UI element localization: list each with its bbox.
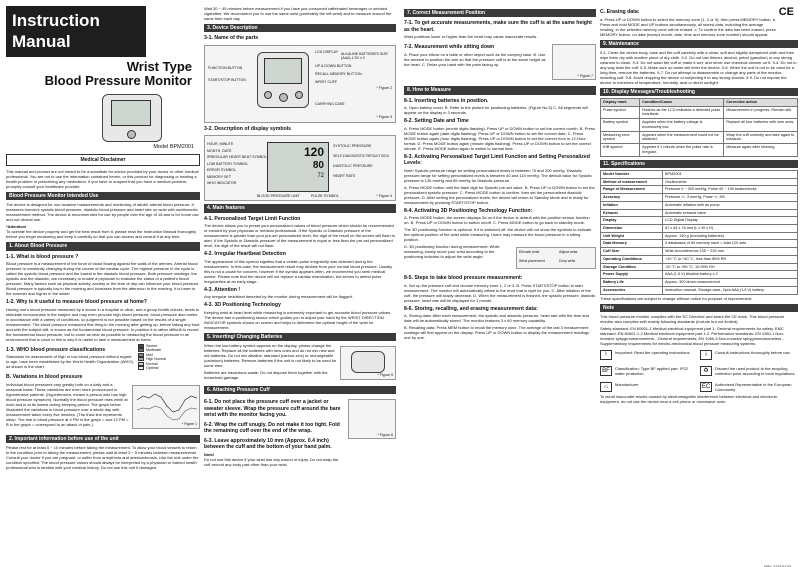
spec-key: Exhaust bbox=[601, 209, 663, 217]
spec-row bbox=[601, 217, 798, 225]
troubleshooting-header-cell: Display mark bbox=[601, 99, 640, 107]
lcd-systolic-value: 120 bbox=[303, 145, 324, 160]
section-1-1-text: Blood pressure is a measurement of the force of blood flowing against the walls of the arteries. Arterial blood pressure is constantly changing during the course of the cardiac cycle. The highest pressure in the cycle is called the systolic blood pressure and the lowest is the diastolic blood pressure. Both pressure readings, the systolic and the diastolic, are necessary to enable a physician to evaluate the status of a patient's blood pressure. Many factors such as physical activity, anxiety or the time of day can influence your blood pressure. Blood pressure is typically low in the morning and increases from the afternoon to the evening. It is lower in the summer and higher in the winter. bbox=[6, 261, 200, 297]
who-legend-swatch bbox=[138, 366, 144, 370]
symbol-item-icon: ♻ bbox=[700, 366, 712, 376]
section-4-4-text: Keeping wrist at heart level while measuring is extremely important to get accurate blood pressure values. The device has a positioning sensor which guides you to adjust your hand by the WRIST DIRECTION INDICATOR symbols shown on screen and helps to determine the optimal height of the wrist for measurement. bbox=[204, 309, 392, 330]
spec-row bbox=[601, 240, 798, 248]
section-5-heading: 5. Inserting/ Changing Batteries bbox=[204, 333, 396, 341]
section-5-text: When the low battery symbol appears on the display, please change the batteries. Replace all the batteries with new ones and do not mix new and old batteries. Do not mix alkaline, standard (carbon-zinc) or rechargeable (cadmium) batteries. Remove batteries if the unit is not likely to be used for some time. bbox=[204, 342, 337, 368]
symbol-label-bottom: BLOOD PRESSURE UNIT bbox=[257, 194, 300, 199]
positioning-section bbox=[404, 244, 596, 272]
spec-key: Method of measurement bbox=[601, 178, 663, 186]
model-number: Model BPM2001 bbox=[153, 144, 194, 151]
figure-6-label: * Figure 6 bbox=[377, 432, 393, 437]
spec-value: Pressure +/- 3 mmHg, Pulse +/- 5% bbox=[663, 194, 798, 202]
symbol-label-left: LOW BATTERY SYMBOL bbox=[207, 161, 249, 166]
cuff-figure bbox=[348, 399, 396, 439]
who-legend-item bbox=[138, 366, 200, 370]
section-8-1-text: A. Open battery cover. B. Refer to the picture for positioning batteries. (Figure No.5) C. All segments will appear on the display in 3 seconds. bbox=[404, 105, 588, 115]
symbol-label-right: SYSTOLIC PRESSURE bbox=[333, 144, 372, 149]
spec-key: Model Number bbox=[601, 170, 663, 178]
spec-row bbox=[601, 194, 798, 202]
cuff-note-label: Note! bbox=[204, 451, 215, 457]
who-legend-swatch bbox=[138, 344, 144, 348]
memory-button-illustration bbox=[295, 91, 303, 99]
who-legend-swatch bbox=[138, 362, 144, 366]
figure-3-label: * Figure 3 bbox=[376, 115, 392, 120]
symbol-item-text: Authorized Representative in the European Community bbox=[715, 381, 792, 392]
caffeine-note: Wait 30 ~ 45 minutes before measurement if you have just consumed caffeinated beverages or smoked cigarettes. We recommend you to use the same wrist (preferably the left wrist) and to measure around the same time each day. bbox=[204, 6, 392, 21]
troubleshooting-cell: IHB symbol bbox=[601, 144, 640, 156]
part-label: CARRYING CASE bbox=[315, 101, 345, 106]
note-text: This blood pressure monitor complies with the EC Directive and bears the CE mark. This blood pressure monitor also complies with mainly following standards (include but not limited). bbox=[600, 313, 785, 324]
column-4 bbox=[600, 6, 798, 567]
section-2-text: Please rest for at least 5 ~ 10 minutes before taking the measurement. To allow your blood vessels to return to the condition prior to taking the measurement, please wait at least 3 ~ 5 minutes between measurements. Consult your doctor if you are pregnant, or suffer from arrhythmia and arteriosclerosis. Use the unit under the condition specified. The blood pressure values should always be interpreted by a physician or trained health professional who is familiar with your medical history. Do not use this unit if damaged. bbox=[6, 444, 199, 470]
spec-row bbox=[601, 279, 798, 287]
section-8-3-heading: 8-3. Activating Personalized Target Limit Function and Setting Personalized Levels: bbox=[404, 153, 590, 166]
section-11-heading: 11. Specifications bbox=[600, 160, 798, 168]
intended-use-text: The device is designed for non-invasive measurements and monitoring of adults' arterial blood pressure. It measures human's systolic blood pressure, diastolic blood pressure and heart rate on wrist with oscillometric measurement method. The device is recommended for use by people over the age of 18 and is for home use and not clinical use. bbox=[6, 202, 199, 223]
section-4-3-heading: 4-3. Attention ! bbox=[204, 286, 241, 293]
section-8-6-heading: 8-6. Storing, recalling, and erasing measurement data: bbox=[404, 305, 538, 312]
symbol-item-icon: BF bbox=[600, 366, 612, 376]
section-7-2-text: A. Place your elbow on a table or other object such as the carrying case. B. Use the armrest to position the arm so that the pressure cuff is at the same height as the heart. C. Relax your hand with the palm facing up. bbox=[404, 51, 546, 67]
erasing-data-heading: C. Erasing data: bbox=[600, 9, 640, 15]
section-1-1-heading: 1-1. What is blood pressure ? bbox=[6, 253, 79, 260]
symbol-label-right: HEART RATE bbox=[333, 174, 356, 179]
symbol-item bbox=[700, 366, 798, 376]
troubleshooting-header-row bbox=[601, 99, 798, 107]
spec-key: Operating Conditions bbox=[601, 255, 663, 263]
symbol-label-right: SELF-DIAGNOSTIC RESULT BOX bbox=[333, 154, 389, 159]
positioning-label: Elevate wrist bbox=[519, 250, 540, 254]
who-legend-label: High Normal bbox=[146, 357, 166, 362]
spec-key: Unit Weight bbox=[601, 232, 663, 240]
section-4-2-heading: 4-2. Irregular Heartbeat Detection bbox=[204, 251, 286, 257]
sitting-figure bbox=[552, 44, 596, 80]
symbol-list bbox=[600, 348, 798, 394]
spec-value: Oscillometric bbox=[663, 178, 798, 186]
spec-row bbox=[601, 209, 798, 217]
specifications-table bbox=[600, 170, 798, 295]
spec-row bbox=[601, 186, 798, 194]
symbol-label-left: ERROR SYMBOL bbox=[207, 168, 236, 173]
section-6-heading: 6. Attaching Pressure Cuff bbox=[204, 386, 396, 394]
troubleshooting-row bbox=[601, 131, 798, 143]
part-label: WRIST CUFF bbox=[315, 79, 338, 84]
spec-value: AAA (1.5 V) Alkaline battery x 2 bbox=[663, 271, 798, 279]
section-8-2-heading: 8-2. Setting Date and Time bbox=[404, 118, 469, 124]
section-8-4-text: A. Press MODE button, the screen displays 3d on if the device is default with the position sensor function on. B. Press UP or DOWN button to switch on/off. C. Press MODE button to go back to standby mode. bbox=[404, 215, 590, 225]
erasing-data-text: a. Press UP or DOWN button to select the memory zone (1, 2 or 3); then press MEMORY button. b. Press and hold MODE and UP buttons simultaneously, all stored data, including the average reading, in the selected memory zone will be erased. c. To confirm the data has been erased, press MEMORY button, no data (except month, date, time and memory zone number) should appear. bbox=[600, 16, 777, 37]
manual-title: Instruction Manual bbox=[6, 6, 146, 57]
troubleshooting-header-cell: Condition/Cause bbox=[640, 99, 724, 107]
page-number: P/N: 22310120. bbox=[764, 564, 792, 567]
part-label: START/STOP BUTTON bbox=[208, 77, 246, 82]
positioning-indicator-figure bbox=[516, 247, 596, 269]
spec-value: 87 x 64 x 76 mm (L x W x H) bbox=[663, 225, 798, 233]
section-7-1b: Wrist positions lower or higher than the heart may cause inaccurate results. bbox=[404, 34, 538, 40]
section-6-3: 6-3. Leave approximately 10 mm (Approx. 0.4 inch) between the cuff and the bottom of your hand palm. bbox=[204, 437, 332, 450]
symbol-label-left: WHO INDICATOR bbox=[207, 181, 237, 186]
spec-key: Cuff Size bbox=[601, 248, 663, 256]
spec-value: -20 °C to +55 °C, 10-95% RH bbox=[663, 263, 798, 271]
battery-figure bbox=[340, 346, 396, 380]
figure-7-label: * Figure 7 bbox=[577, 73, 593, 78]
troubleshooting-cell: Battery symbol bbox=[601, 119, 640, 131]
battery-section bbox=[204, 343, 396, 383]
symbol-label-left: MONTH, DATE bbox=[207, 148, 232, 153]
troubleshooting-row bbox=[601, 119, 798, 131]
section-8-3-text: A. Press MODE button until the flash digit for Systolic pre-set value. B. Press UP or DOWN button to set the personalized systolic pressure. C. Press MODE button to confirm, then set the personalized diastolic pressure. D. After setting the personalized levels, the device will return to Standby Mode and is ready for measurement by pressing START/STOP button. bbox=[404, 184, 595, 205]
monitor-button-illustration bbox=[127, 130, 136, 139]
section-6-2: 6-2. Wrap the cuff snugly. Do not make it too tight. Fold the remaining cuff over the end of the wrap. bbox=[204, 421, 340, 434]
section-4-heading: 4. Main features bbox=[204, 204, 396, 212]
spec-row bbox=[601, 255, 798, 263]
intended-use-heading: Blood Pressure Monitor Intended Use bbox=[6, 192, 200, 200]
section-8-4-heading: 8-4. Activating 3D Positioning Technology Function: bbox=[404, 207, 533, 214]
symbol-label-right: DIASTOLIC PRESSURE bbox=[333, 164, 373, 169]
section-8-2-text: A. Press MODE button (month digits flashing). Press UP or DOWN button to set the correct month. B. Press MODE button again (date digits flashing). Press UP or DOWN button to set the correct date. C. Press MODE button again (hour digits flashing). Press UP or DOWN button to set the correct hour in 12-Hour format. D. Press MODE button again (minute digits flashing). Press UP or DOWN button to set the correct minute. E. Press MODE button again to switch to normal time. bbox=[404, 125, 595, 151]
positioning-label: Wrist placement bbox=[519, 259, 545, 263]
who-legend-swatch bbox=[138, 357, 144, 361]
diastolic-variation-line bbox=[137, 406, 197, 420]
troubleshooting-cell: Appears when the battery voltage is excessively low. bbox=[640, 119, 724, 131]
lcd-diastolic-value: 80 bbox=[312, 160, 324, 172]
section-8-3-note: Note! Systolic pressure range for setting personalized levels is between 70 and 200 mmHg. Diastolic pressure range for setting personalized levels is between 40 and 115 mmHg. The default value for Systolic pressure is 135 mmHg and 85 mmHg for Diastolic pressure. bbox=[404, 167, 593, 183]
spec-value: Instruction manual, Storage case, 2pcs AAA (1.5 V) battery bbox=[663, 286, 798, 294]
note-heading: Note bbox=[600, 304, 798, 312]
spec-row bbox=[601, 263, 798, 271]
troubleshooting-cell: Measurement in progress. Remain still. bbox=[724, 106, 798, 118]
troubleshooting-cell: Pulse symbol bbox=[601, 106, 640, 118]
figure-1-label: * Figure 1 bbox=[181, 422, 197, 427]
symbol-item bbox=[600, 366, 698, 376]
spec-note: These specifications are subject to change without notice for purpose of improvement. bbox=[600, 295, 753, 301]
disposal-text: To avoid inaccurate results caused by electromagnetic interference between electrical and electronic equipment, do not use the device near a cell phone or microwave oven. bbox=[600, 393, 778, 404]
troubleshooting-cell: Appears if 1 minute when the pulse rate is irregular. bbox=[640, 144, 724, 156]
figure-4-label: * Figure 4 bbox=[376, 193, 392, 198]
section-8-heading: 8. How to Measure bbox=[404, 86, 596, 94]
symbol-item bbox=[600, 382, 698, 392]
who-legend-label: Severe bbox=[146, 343, 158, 348]
symbol-item-text: Manufacturer bbox=[615, 381, 639, 387]
disclaimer-heading: Medical Disclaimer bbox=[80, 156, 126, 163]
spec-value: Automatic exhaust valve bbox=[663, 209, 798, 217]
disclaimer-text: This manual and product are not meant to be a substitute for advice provided by your doctor or other medical professional. You are not to use the information contained herein, or this product for diagnosing or treating a health problem or prescribing any medication. If you have or suspect that you have a medical problem, promptly consult your healthcare provider. bbox=[6, 169, 199, 190]
lcd-pulse-value: 72 bbox=[317, 172, 324, 179]
spec-value: 3 databases of 60 memory each = total 120 sets bbox=[663, 240, 798, 248]
section-8-4-note: The 3D positioning function is optional. If it is switched off, the device will not show the symbols to indicate the optimal position of the wrist while measuring. Users may measure the blood pressure in a sitting position. bbox=[404, 227, 592, 242]
section-10-heading: 10. Display Messages/Troubleshooting bbox=[600, 88, 798, 96]
positioning-label: Drop wrist bbox=[559, 259, 576, 263]
symbol-label-left: IRREGULAR HEART BEAT SYMBOL bbox=[207, 155, 268, 160]
safety-standards-text: Safety standard: EN 60601-1 Medical electrical equipment part 1: General requirements for safety. EMC standard: EN 60601-1-2 Medical electrical equipment part 1-2. Performance standards: EN 1060-1 Non-invasive sphygmomanometers - General requirements; EN 1060-3 Non-invasive sphygmomanometers - Supplementary requirements for electro-mechanical blood pressure measuring systems. bbox=[600, 325, 785, 346]
troubleshooting-cell: Appears when the measurement could not be obtained. bbox=[640, 131, 724, 143]
part-label: UP & DOWN BUTTON bbox=[315, 63, 352, 68]
sitting-section bbox=[404, 41, 596, 83]
section-2-heading: 2. Important information before use of the unit bbox=[6, 435, 200, 443]
spec-key: Accessories bbox=[601, 286, 663, 294]
troubleshooting-cell: Measuring error symbol bbox=[601, 131, 640, 143]
part-label: FUNCTION BUTTON bbox=[208, 65, 243, 70]
who-legend bbox=[138, 344, 200, 371]
section-6-1: 6-1. Do not place the pressure cuff over a jacket or sweater sleeve. Wrap the pressure cuff around the bare wrist with the monitor facing you. bbox=[204, 399, 341, 418]
section-4-4-heading: 4-3. 3D Positioning Technology bbox=[204, 302, 281, 308]
spec-value: Pressure 0 ~ 300 mmHg, Pulse 40 ~ 199 beats/minute bbox=[663, 186, 798, 194]
symbol-item bbox=[700, 382, 798, 392]
troubleshooting-cell: Measure again after relaxing. bbox=[724, 144, 798, 156]
section-8-5-text: A. Set up the pressure cuff and choose memory zone 1, 2 or 3. B. Press START/STOP button to start measurement. The monitor will automatically inflate to the level that is right for you. C. After inflation of the cuff, the pressure will slowly decrease. D. When the measurement is finished, the systolic pressure, diastolic pressure, heart rate will be displayed for 1 minute. bbox=[404, 282, 596, 303]
part-label: RECALL MEMORY BUTTON bbox=[315, 71, 362, 76]
symbol-item-icon: EC bbox=[701, 383, 711, 390]
who-section bbox=[6, 344, 200, 372]
section-1-2-text: Having one's blood pressure measured by a doctor in a hospital or clinic, and a group health checks, tends to stimulate nervousness in the subject and may even provoke high blood pressure, blood pressure also varies in accordance with a variety of conditions, so judgment is not possible based on the results of a single measurement. The blood pressure measured first thing in the morning after getting up, before taking any food and with the subject still, is known as the fundamental blood pressure. In practice it is rather difficult to record the fundamental blood pressure, but to come as near as possible to measuring the blood pressure in an environment that is close to this is why it is useful to take a measurement at home. bbox=[6, 306, 200, 342]
section-1-4-text: Individual blood pressures vary greatly both on a daily and a seasonal basis. These variations are even more pronounced in hypertensive patients. (Hypertension, means a person who has high blood pressure symptom). Normally the blood pressure rises while at work and is at its lowest during sleeping period. The graph below illustrated the variations in blood pressure over a whole day with measurement taken every five minutes. (The thick line represents sleep. The rise in blood pressure at 4 PM in the graph = and 12 PM = B in the graph = correspond to an attack of pain.) bbox=[6, 381, 129, 427]
spec-key: Accuracy bbox=[601, 194, 663, 202]
symbol-item bbox=[700, 350, 798, 360]
section-7-heading: 7. Correct Measurement Position bbox=[404, 9, 596, 17]
section-3-heading: 3. Device Description bbox=[204, 24, 396, 32]
positioning-label: Adjust wrist bbox=[559, 250, 578, 254]
section-1-3-heading: 1-3. WHO blood pressure classifications bbox=[6, 346, 106, 353]
section-1-3-text: Standards for assessment of high or low blood pressure without regard to age, have been established by the World Health Organization (WHO), as shown in the chart. bbox=[6, 354, 134, 370]
attention-label: *Attention! bbox=[6, 224, 27, 230]
symbol-item bbox=[600, 350, 698, 360]
spec-key: Dimension bbox=[601, 225, 663, 233]
spec-key: Range of Measurement bbox=[601, 186, 663, 194]
spec-value: Wrist circumference 135 ~ 215 mm bbox=[663, 248, 798, 256]
who-legend-label: Optimal bbox=[146, 366, 159, 371]
troubleshooting-cell: Replace all four batteries with new ones. bbox=[724, 119, 798, 131]
spec-value: LCD Digital Display bbox=[663, 217, 798, 225]
troubleshooting-table bbox=[600, 98, 798, 157]
section-1-4-heading: B. Variations in blood pressure bbox=[6, 374, 83, 381]
spec-key: Data Memory bbox=[601, 240, 663, 248]
cuff-section bbox=[204, 396, 396, 469]
section-4-1-text: The device allows you to preset your personalized values of blood pressure which should be recommended or created by your physician or medical professional. If the Systolic or Diastolic pressure of the measurement is greater than your pre-set personalized level, the digit of the result on the screen will flash to alert. If the Systolic or Diastolic pressure of the measurement is equal or less than the pre-set personalized level, the digit of the result will not flash. bbox=[204, 223, 395, 248]
device-front-illustration bbox=[257, 52, 309, 108]
column-1 bbox=[6, 0, 200, 567]
symbol-item-text: Consult instructions thoroughly before use. bbox=[715, 349, 791, 355]
who-legend-swatch bbox=[138, 348, 144, 352]
spec-row bbox=[601, 225, 798, 233]
symbol-item-icon: i bbox=[700, 350, 712, 360]
section-8-6-b: B. Recalling data: Press MEM button to recall the memory zone. The average of the last 3 measurement readings will first appear on the display. Press UP or DOWN button to display the measurement readings one by one. bbox=[404, 325, 590, 340]
battery-compartment-illustration bbox=[351, 351, 385, 373]
spec-value: +10 °C to +40 °C, less than 85% RH bbox=[663, 255, 798, 263]
symbol-item-text: Important: Read the operating instructions. bbox=[615, 349, 691, 355]
function-button-illustration bbox=[264, 91, 272, 99]
who-legend-swatch bbox=[138, 353, 144, 357]
ce-mark: CE bbox=[778, 6, 794, 18]
section-4-2-text: The appearance of this symbol signifies that a certain pulse irregularity was detected during the measurement. In this case, the measurement result may deviate from your normal blood pressure. Usually this is not a cause for concern, however if the symbol appears often, we recommend you seek medical advice. Please note that the device will not replace a cardiac examination, but serves to detect pulse irregularities at an early stage. bbox=[204, 258, 393, 284]
spec-key: Inflation bbox=[601, 201, 663, 209]
section-9-heading: 9. Maintenance bbox=[600, 40, 798, 48]
parts-diagram bbox=[204, 45, 396, 123]
figure-5-label: * Figure 5 bbox=[377, 373, 393, 378]
medical-disclaimer-box bbox=[6, 154, 200, 166]
troubleshooting-header-cell: Corrective action bbox=[724, 99, 798, 107]
troubleshooting-row bbox=[601, 106, 798, 118]
spec-value: Automatic inflation with air pump bbox=[663, 201, 798, 209]
device-lcd-illustration bbox=[264, 58, 302, 84]
troubleshooting-cell: Flashes as the LCD indicates a detected pulse heartbeat. bbox=[640, 106, 724, 118]
who-legend-label: Normal bbox=[146, 361, 158, 366]
attention-text: To operate the device properly and get the best result from it, please read the Instruction Manual thoroughly before you begin measuring and keep it carefully so that you can access and consult it at any time. bbox=[6, 229, 197, 240]
section-8-6-a: A. Storing data: After each measurement, the systolic and diastolic pressure, heart rate with the time and date will be automatically stored. The monitor features 3 x 60 memory capability. bbox=[404, 313, 589, 323]
battery-hazard-note: Batteries are hazardous waste. Do not dispose them together with the household garbage. bbox=[204, 369, 328, 380]
spec-row bbox=[601, 170, 798, 178]
section-1-2-heading: 1-2. Why is it useful to measure blood pressure at home? bbox=[6, 299, 147, 306]
spec-key: Storage Condition bbox=[601, 263, 663, 271]
symbol-label-left: HOUR, MINUTE bbox=[207, 142, 234, 147]
symbol-label-left: MEMORY SET bbox=[207, 174, 232, 179]
column-3 bbox=[404, 6, 596, 567]
section-8-5-heading: 8-5. Steps to take blood pressure measurement: bbox=[404, 275, 523, 281]
part-label: ALKALINE BATTERIES SIZE (AAA) 1.5V x 2 bbox=[341, 51, 388, 61]
spec-value: Approx. 140 g (excluding batteries) bbox=[663, 232, 798, 240]
spec-row bbox=[601, 248, 798, 256]
subtitle-line-1: Wrist Type bbox=[126, 58, 192, 74]
display-symbols-diagram bbox=[204, 135, 396, 201]
spec-key: Battery Life bbox=[601, 279, 663, 287]
section-7-2: 7-2. Measurement while sitting down bbox=[404, 44, 495, 51]
symbol-item-icon: ! bbox=[600, 350, 612, 360]
manual-subtitle bbox=[6, 60, 200, 89]
cuff-note-text: Do not use this device if your wrist has any wound or injury. Do not wrap the cuff around any body part other than your wrist. bbox=[204, 456, 339, 467]
troubleshooting-cell: Wrap the cuff correctly and take again to measure. bbox=[724, 131, 798, 143]
spec-row bbox=[601, 232, 798, 240]
who-chart bbox=[138, 344, 200, 372]
spec-value: Approx. 300 times measurement bbox=[663, 279, 798, 287]
part-label: LCD DISPLAY bbox=[315, 49, 339, 54]
section-4-1-heading: 4-1. Personalized Target Limit Function bbox=[204, 215, 301, 222]
spec-row bbox=[601, 178, 798, 186]
spec-key: Power Supply bbox=[601, 271, 663, 279]
start-stop-button-illustration bbox=[279, 93, 288, 102]
spec-row bbox=[601, 286, 798, 294]
section-8-4-d: D. 3D positioning function during measurement: While measuring, slowly move your wrist according to the positioning indicator to adjust the wrist angle. bbox=[404, 244, 500, 259]
spec-row bbox=[601, 201, 798, 209]
symbol-item-text: Classification: Type BF applied part. IP22 water protection. bbox=[615, 365, 689, 376]
monitor-lcd-illustration bbox=[111, 100, 151, 126]
section-8-1-heading: 8-1. Inserting batteries in position. bbox=[404, 97, 489, 104]
who-legend-label: Mild bbox=[146, 352, 153, 357]
specifications-body bbox=[601, 170, 798, 294]
section-4-3-text: Any irregular heartbeat detected by the monitor during measurement will be flagged. bbox=[204, 294, 353, 299]
variation-section bbox=[6, 382, 200, 432]
figure-2-label: * Figure 2 bbox=[376, 85, 392, 90]
section-3-1-heading: 3-1. Name of the parts bbox=[204, 35, 259, 42]
lcd-symbols-screen bbox=[267, 142, 329, 192]
troubleshooting-body bbox=[601, 106, 798, 156]
section-1-heading: 1. About Blood Pressure bbox=[6, 242, 200, 250]
column-2 bbox=[204, 6, 396, 567]
section-9-text: 9-1. Clean the device body, case and the cuff carefully with a clean, soft and slightly dampened cloth and then wipe them dry with another piece of dry cloth. 9-2. Do not use thinner, alcohol, petrol (gasoline) or any strong cleaners to clean. 9-3. Do not wash the cuff or make it wet, and never use chemical cleaner on it. 9-4. Do not in any way twist the cuff. 9-5. Make sure no water will enter the device. 9-6. When the unit is not to be used for a long time, remove the batteries. 9-7. Do not attempt to disassemble or change any parts of the monitor, including cuff. 9-8. Avoid dropping the device or subjecting it to any strong shocks. 9-9. Do not expose the device to extremes of temperature, humidity, dust or direct sunlight. bbox=[600, 49, 797, 85]
troubleshooting-row bbox=[601, 144, 798, 156]
symbol-item-icon: ⌂ bbox=[600, 382, 612, 392]
section-7-1: 7-1. To get accurate measurements, make sure the cuff is at the same height as the heart. bbox=[404, 20, 592, 33]
wrist-monitor-illustration bbox=[102, 94, 162, 142]
spec-value: BPM2001 bbox=[663, 170, 798, 178]
spec-key: Display bbox=[601, 217, 663, 225]
symbol-item-text: Discard the used product to the recycling collection point according to local regulations. bbox=[715, 365, 796, 376]
subtitle-line-2: Blood Pressure Monitor bbox=[44, 72, 192, 88]
symbol-label-bottom: PULSE SYMBOL bbox=[311, 194, 339, 199]
daily-variation-graph bbox=[132, 385, 200, 429]
section-3-2-heading: 3-2. Description of display symbols bbox=[204, 125, 292, 132]
who-legend-label: Moderate bbox=[146, 348, 162, 353]
spec-row bbox=[601, 271, 798, 279]
